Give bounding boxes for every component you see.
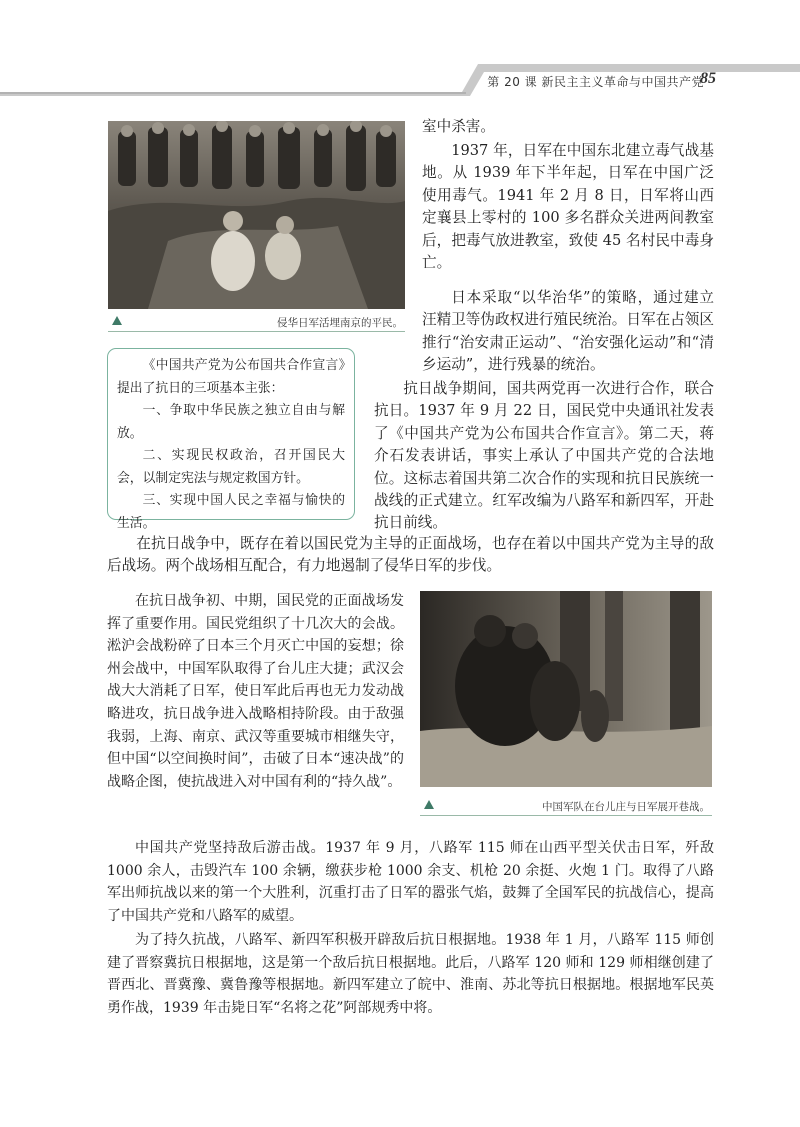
- page-number: 85: [700, 70, 716, 87]
- sidebox-line: 《中国共产党为公布国共合作宣言》提出了抗日的三项基本主张：: [117, 358, 345, 396]
- triangle-marker-icon: [112, 316, 122, 325]
- paragraph: 1937 年，日军在中国东北建立毒气战基地。从 1939 年下半年起，日军在中国广泛使用毒气。1941 年 2 月 8 日，日军将山西定襄县上零村的 100 多名群众关进两间教室后，把毒气放进教室，致使 45 名村民中毒身亡。: [422, 142, 714, 272]
- paragraph: 中国共产党坚持敌后游击战。1937 年 9 月，八路军 115 师在山西平型关伏击日军，歼敌 1000 余人，击毁汽车 100 余辆，缴获步枪 1000 余支、机枪 20 余挺、火炮 1 门。取得了八路军出师抗战以来的第一个大胜利，沉重打击了日军的嚣张气焰，鼓舞了全国军民的抗战信心，提高了中国共产党和八路军的威望。: [107, 840, 714, 924]
- paragraph: 日本采取“以华治华”的策略，通过建立汪精卫等伪政权进行殖民统治。日军在占领区推行“治安肃正运动”、“治安强化运动”和“清乡运动”，进行残暴的统治。: [422, 289, 714, 374]
- sidebox-line: 二、实现民权政治，召开国民大会，以制定宪法与规定救国方针。: [117, 448, 345, 486]
- sidebox-line: 三、实现中国人民之幸福与愉快的生活。: [117, 493, 345, 531]
- paragraph: 室中杀害。: [422, 118, 495, 135]
- triangle-marker-icon: [424, 800, 434, 809]
- photo-nanjing: [108, 121, 405, 309]
- sidebox-line: 一、争取中华民族之独立自由与解放。: [117, 403, 345, 441]
- manifesto-sidebox: [107, 348, 355, 531]
- paragraph: 在抗日战争中，既存在着以国民党为主导的正面战场，也存在着以中国共产党为主导的敌后战场。两个战场相互配合，有力地遏制了侵华日军的步伐。: [107, 535, 714, 575]
- paragraph: 抗日战争期间，国共两党再一次进行合作，联合抗日。1937 年 9 月 22 日，国民党中央通讯社发表了《中国共产党为公布国共合作宣言》。第二天，蒋介石发表讲话，事实上承认了中国共产党的合法地位。这标志着国共第二次合作的实现和抗日民族统一战线的正式建立。红军改编为八路军和新四军，开赴抗日前线。: [374, 380, 714, 532]
- photo-caption-taierzhuang: 中国军队在台儿庄与日军展开巷战。: [420, 797, 712, 816]
- paragraph: 在抗日战争初、中期，国民党的正面战场发挥了重要作用。国民党组织了十几次大的会战。淞沪会战粉碎了日本三个月灭亡中国的妄想；徐州会战中，中国军队取得了台儿庄大捷；武汉会战大大消耗了日军，使日军此后再也无力发动战略进攻，抗日战争进入战略相持阶段。由于敌强我弱，上海、南京、武汉等重要城市相继失守，但中国“以空间换时间”，击破了日本“速决战”的战略企图，使抗战进入对中国有利的“持久战”。: [107, 593, 404, 790]
- photo-caption-nanjing: 侵华日军活埋南京的平民。: [108, 313, 405, 332]
- photo-taierzhuang: [420, 591, 712, 787]
- paragraph: 为了持久抗战，八路军、新四军积极开辟敌后抗日根据地。1938 年 1 月，八路军 115 师创建了晋察冀抗日根据地，这是第一个敌后抗日根据地。此后，八路军 120 师和 129 师相继创建了晋西北、晋冀豫、冀鲁豫等根据地。新四军建立了皖中、淮南、苏北等抗日根据地。根据地军民英勇作战，1939 年击毙日军“名将之花”阿部规秀中将。: [107, 932, 714, 1016]
- lesson-title: 第 20 课 新民主主义革命与中国共产党: [487, 75, 704, 89]
